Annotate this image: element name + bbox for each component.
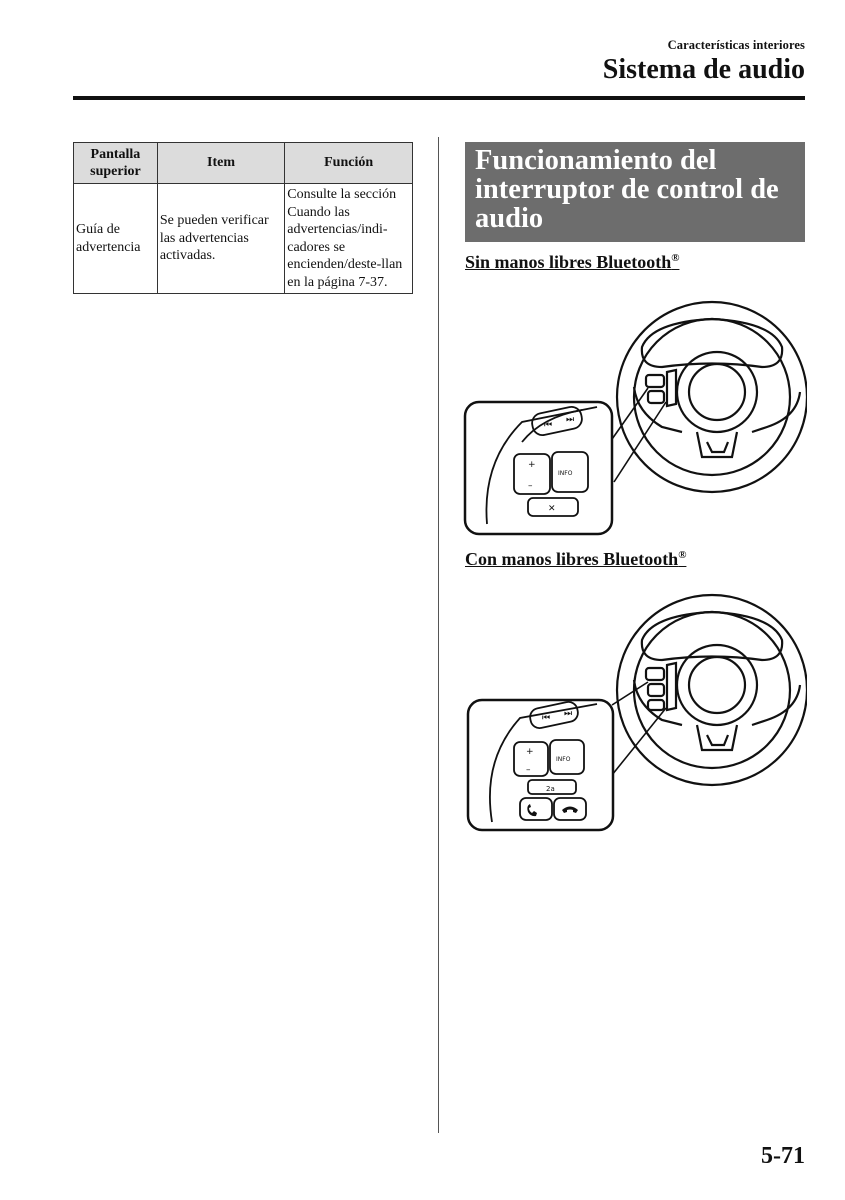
table-header-cell: Pantalla superior	[74, 143, 158, 184]
registered-mark: ®	[671, 252, 680, 264]
subsection-heading-without-handsfree	[465, 252, 679, 273]
next-track-icon: ⏭	[566, 415, 575, 425]
table-cell-item: Se pueden verificar las advertencias activadas.	[157, 184, 284, 294]
volume-plus-icon: +	[526, 747, 534, 757]
registered-mark: ®	[678, 549, 687, 561]
info-icon: INFO	[556, 756, 571, 763]
prev-track-icon: ⏮	[544, 420, 553, 430]
volume-minus-icon: –	[526, 765, 531, 775]
mute-icon: ✕	[548, 504, 556, 514]
table-cell-funcion: Consulte la sección Cuando las advertencias/indi-cadores se encienden/deste-llan en la página 7-37.	[285, 184, 413, 294]
table-header-row	[74, 143, 413, 184]
section-heading: Funcionamiento del interruptor de control de audio	[465, 142, 805, 242]
talk-button-icon: 2a	[546, 785, 555, 793]
info-table	[73, 142, 413, 294]
info-icon: INFO	[558, 470, 573, 477]
page-number: 5-71	[761, 1143, 805, 1169]
page-title: Sistema de audio	[602, 54, 805, 85]
running-header-section: Características interiores	[667, 38, 805, 52]
steering-wheel-illustration-without-handsfree	[462, 292, 807, 542]
column-divider	[438, 137, 439, 1133]
subsection-label: Con manos libres Bluetooth	[465, 549, 679, 569]
table-row	[74, 184, 413, 294]
table-header-cell: Función	[285, 143, 413, 184]
steering-wheel-illustration-with-handsfree	[462, 590, 807, 835]
volume-minus-icon: –	[528, 481, 533, 491]
volume-plus-icon: +	[528, 460, 536, 470]
subsection-label: Sin manos libres Bluetooth	[465, 252, 672, 272]
prev-track-icon: ⏮	[542, 713, 551, 723]
subsection-heading-with-handsfree	[465, 549, 686, 570]
table-cell-pantalla: Guía de advertencia	[74, 184, 158, 294]
next-track-icon: ⏭	[564, 709, 573, 719]
header-rule	[73, 96, 805, 100]
table-header-cell: Item	[157, 143, 284, 184]
